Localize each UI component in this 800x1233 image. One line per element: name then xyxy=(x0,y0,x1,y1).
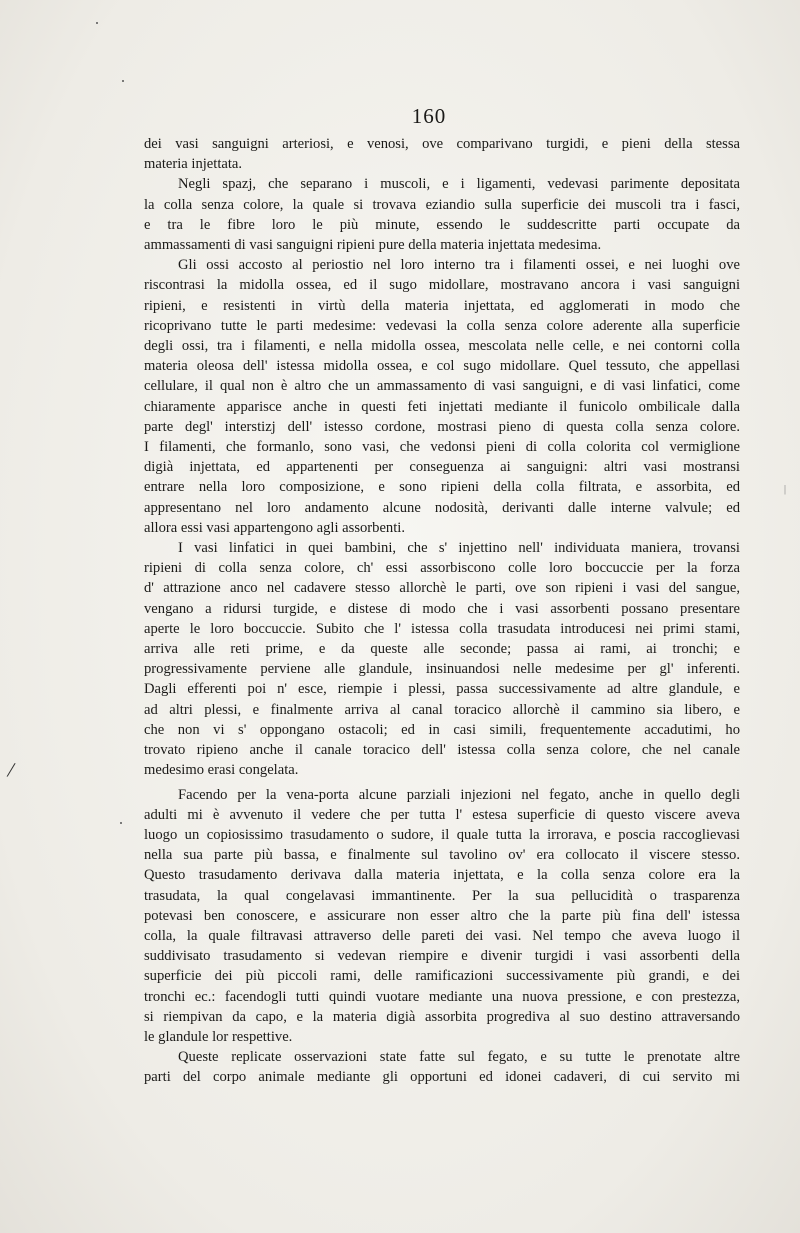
text-line: chiaramente apparisce anche in questi feti injettati mediante il funicolo ombilicale dalla xyxy=(144,398,740,415)
text-line: luogo un copiosissimo trasudamento o sudore, il quale tutta la irrorava, e poscia raccoglievasi xyxy=(144,826,740,843)
text-line: appresentano nel loro andamento alcune nodosità, derivanti dalle interne valvule; ed xyxy=(144,499,740,516)
text-line: e tra le fibre loro le più minute, essendo le suddescritte parti occupate da xyxy=(144,216,740,233)
text-line: progressivamente perviene alle glandule, insinuandosi nelle medesime per gl' inferenti. xyxy=(144,661,740,678)
text-line: materia oleosa dell' istessa midolla ossea, e col sugo midollare. Quel tessuto, che appellasi xyxy=(144,358,740,375)
text-line: medesimo erasi congelata. xyxy=(144,762,299,779)
text-line: riscontrasi la midolla ossea, ed il sugo midollare, mostravano ancora i vasi sanguigni xyxy=(144,277,740,294)
margin-bar-mark: | xyxy=(784,484,787,495)
text-line: arriva alle reti prime, e da queste alle seconde; passa ai rami, ai tronchi; e xyxy=(144,641,740,658)
margin-slash-mark: / xyxy=(5,756,17,783)
text-line: si riempivan da capo, e la materia digià assorbita progrediva al suo destino attraversando xyxy=(144,1008,740,1025)
text-line: materia injettata. xyxy=(144,156,243,173)
text-line: ripieni di colla senza colore, ch' essi assorbiscono colle loro boccuccie per la forza xyxy=(144,560,740,577)
text-line: potevasi ben conoscere, e assicurare non esser altro che la parte più fina dell' istessa xyxy=(144,907,740,924)
text-line: le glandule lor respettive. xyxy=(144,1028,293,1045)
text-line: Negli spazj, che separano i muscoli, e i ligamenti, vedevasi parimente depositata xyxy=(178,176,740,193)
text-line: Dagli efferenti poi n' esce, riempie i plessi, passa successivamente ad altre glandule, e xyxy=(144,681,740,698)
text-line: adulti mi è avvenuto il vedere che per tutta l' estesa superficie di questo viscere aveva xyxy=(144,806,740,823)
text-line: Queste replicate osservazioni state fatte sul fegato, e su tutte le prenotate altre xyxy=(178,1049,740,1066)
text-line: superficie dei più piccoli rami, delle ramificazioni successivamente più grandi, e dei xyxy=(144,968,740,985)
paper-speck xyxy=(120,822,122,824)
text-line: parti del corpo animale mediante gli opportuni ed idonei cadaveri, di cui servito mi xyxy=(144,1069,740,1086)
text-line: nella sua parte più bassa, e finalmente sul tavolino ov' era collocato il viscere stesso. xyxy=(144,847,740,864)
text-line: trovato ripieno anche il canale toracico dell' istessa colla senza colore, che nel canale xyxy=(144,742,740,759)
text-line: Questo trasudamento derivava dalla materia injettata, e la colla senza colore era la xyxy=(144,867,740,884)
text-line: allora essi vasi appartengono agli assorbenti. xyxy=(144,519,405,536)
body-text xyxy=(144,134,740,1088)
text-line: ricoprivano tutte le parti medesime: vedevasi la colla senza colore aderente alla superficie xyxy=(144,317,740,334)
text-line: ad altri plessi, e finalmente arriva al canal toracico allorchè il cammino sia libero, e xyxy=(144,701,740,718)
text-line: I filamenti, che formanlo, sono vasi, che vedonsi pieni di colla colorita col vermiglione xyxy=(144,439,740,456)
text-line: d' attrazione anco nel cadavere stesso allorchè le parti, ove son ripieni i vasi del sangue, xyxy=(144,580,740,597)
text-line: I vasi linfatici in quei bambini, che s' injettino nell' individuata maniera, trovansi xyxy=(178,540,740,557)
text-line: ammassamenti di vasi sanguigni ripieni pure della materia injettata medesima. xyxy=(144,237,602,254)
paper-speck xyxy=(96,22,98,24)
text-line: entrare nella loro composizione, e sono ripieni della colla filtrata, e assorbita, ed xyxy=(144,479,740,496)
text-line: suddivisato trasudamento si vedevan riempire e divenir turgidi i vasi assorbenti della xyxy=(144,948,740,965)
text-line: digià injettata, ed appartenenti per conseguenza ai sanguigni: altri vasi mostransi xyxy=(144,459,740,476)
text-line: tronchi ec.: facendogli tutti quindi vuotare mediante una nuova pressione, e con prestezza, xyxy=(144,988,740,1005)
text-line: la colla senza colore, la quale si trovava eziandio sulla superficie dei muscoli tra i fasci, xyxy=(144,196,740,213)
text-line: che non vi s' oppongano ostacoli; ed in casi simili, frequentemente accadutimi, ho xyxy=(144,721,740,738)
text-line: vengano a ridursi turgide, e distese di modo che i vasi assorbenti possano presentare xyxy=(144,600,740,617)
page-number: 160 xyxy=(411,104,447,128)
text-line: degli ossi, tra i filamenti, e nella midolla ossea, mescolata nelle celle, e nei contorni colla xyxy=(144,338,740,355)
text-line: trasudata, la qual congelavasi immantinente. Per la sua pellucidità o trasparenza xyxy=(144,887,740,904)
text-line: dei vasi sanguigni arteriosi, e venosi, ove comparivano turgidi, e pieni della stessa xyxy=(144,136,740,152)
text-line: colla, la quale filtravasi attraverso delle pareti dei vasi. Nel tempo che aveva luogo il xyxy=(144,927,740,944)
text-line: ripieni, e resistenti in virtù della materia injettata, ed agglomerati in modo che xyxy=(144,297,740,314)
text-line: cellulare, il qual non è altro che un ammassamento di vasi sanguigni, e di vasi linfatici, come xyxy=(144,378,740,395)
paper-speck xyxy=(122,80,124,82)
text-line: aperte le loro boccuccie. Subito che l' istessa colla trasudata introducesi nei primi stami, xyxy=(144,620,740,637)
text-line: Gli ossi accosto al periostio nel loro interno tra i filamenti ossei, e nei luoghi ove xyxy=(178,257,740,274)
text-line: parte degl' interstizj dell' istesso cordone, mostrasi pieno di questa colla senza colore. xyxy=(144,418,740,435)
text-line: Facendo per la vena-porta alcune parziali injezioni nel fegato, anche in quello degli xyxy=(178,786,740,803)
